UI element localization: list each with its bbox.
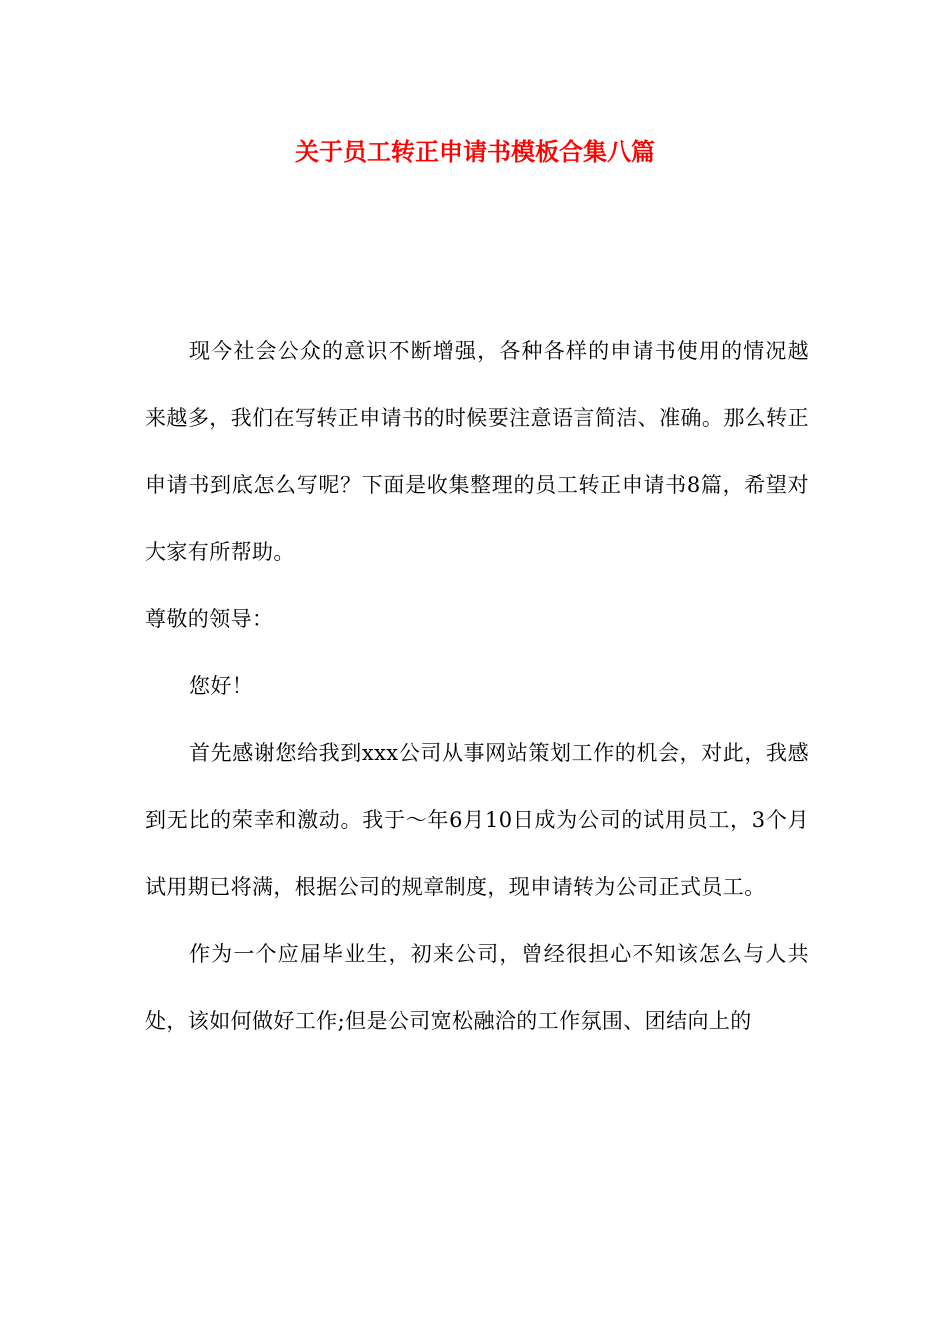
- document-title: 关于员工转正申请书模板合集八篇: [295, 137, 655, 166]
- body-paragraph: 首先感谢您给我到xxx公司从事网站策划工作的机会，对此，我感到无比的荣幸和激动。我于～年6月10日成为公司的试用员工，3个月试用期已将满，根据公司的规章制度，现申请转为公司正式员工。: [145, 741, 809, 899]
- intro-paragraph: 现今社会公众的意识不断增强，各种各样的申请书使用的情况越来越多，我们在写转正申请书的时候要注意语言简洁、准确。那么转正申请书到底怎么写呢？下面是收集整理的员工转正申请书8篇，希望对大家有所帮助。: [145, 339, 809, 564]
- salutation: 尊敬的领导：: [145, 607, 274, 631]
- document-body: [145, 318, 809, 1055]
- greeting: 您好！: [189, 674, 254, 698]
- body-paragraph: 作为一个应届毕业生，初来公司，曾经很担心不知该怎么与人共处，该如何做好工作;但是公司宽松融洽的工作氛围、团结向上的: [145, 942, 809, 1033]
